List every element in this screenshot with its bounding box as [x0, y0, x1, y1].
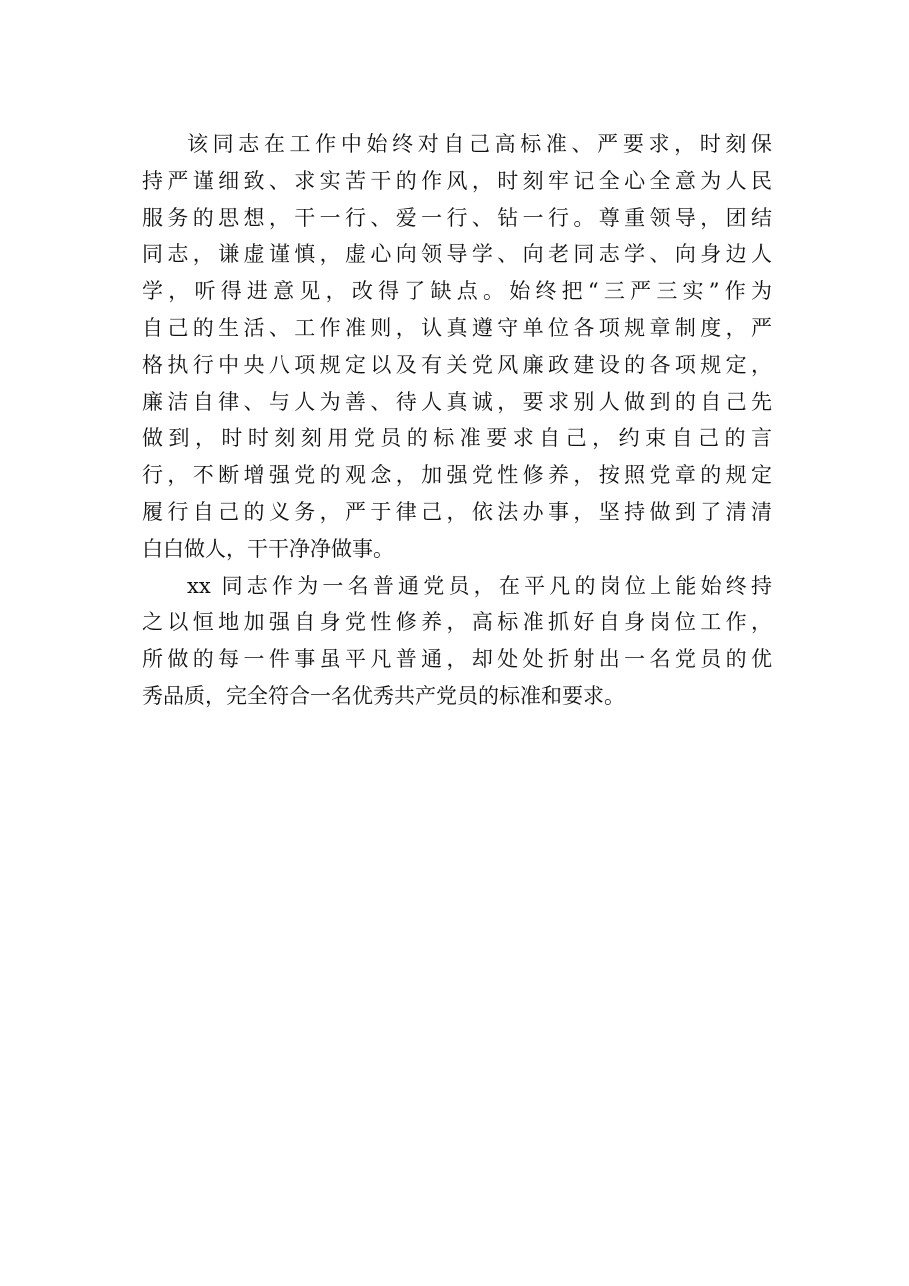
paragraph-line: 廉洁自律、与人为善、待人真诚，要求别人做到的自己先 [142, 389, 772, 414]
document-body [142, 126, 772, 715]
paragraph-line: 自己的生活、工作准则，认真遵守单位各项规章制度，严 [142, 315, 772, 340]
paragraph-line: 该同志在工作中始终对自己高标准、严要求，时刻保 [187, 132, 772, 156]
paragraph-line: 履行自己的义务，严于律己，依法办事，坚持做到了清清 [142, 499, 772, 524]
paragraph-line: 服务的思想，干一行、爱一行、钻一行。尊重领导，团结 [142, 205, 772, 230]
paragraph-line: 学，听得进意见，改得了缺点。始终把“三严三实”作为 [142, 279, 772, 304]
paragraph-line: 同志，谦虚谨慎，虚心向领导学、向老同志学、向身边人 [142, 242, 772, 267]
paragraph-line: 行，不断增强党的观念，加强党性修养，按照党章的规定 [142, 463, 772, 488]
paragraph-line: 之以恒地加强自身党性修养，高标准抓好自身岗位工作， [142, 610, 772, 635]
paragraph-line: 持严谨细致、求实苦干的作风，时刻牢记全心全意为人民 [142, 168, 772, 193]
paragraph-line: 白白做人，干干净净做事。 [142, 536, 394, 561]
paragraph-1 [142, 126, 772, 568]
paragraph-line: 秀品质，完全符合一名优秀共产党员的标准和要求。 [142, 683, 625, 708]
paragraph-line: 格执行中央八项规定以及有关党风廉政建设的各项规定， [142, 352, 772, 377]
paragraph-line: 所做的每一件事虽平凡普通，却处处折射出一名党员的优 [142, 647, 772, 672]
paragraph-2 [142, 568, 772, 715]
paragraph-line: xx 同志作为一名普通党员，在平凡的岗位上能始终持 [187, 573, 772, 598]
paragraph-line: 做到，时时刻刻用党员的标准要求自己，约束自己的言 [142, 426, 772, 451]
